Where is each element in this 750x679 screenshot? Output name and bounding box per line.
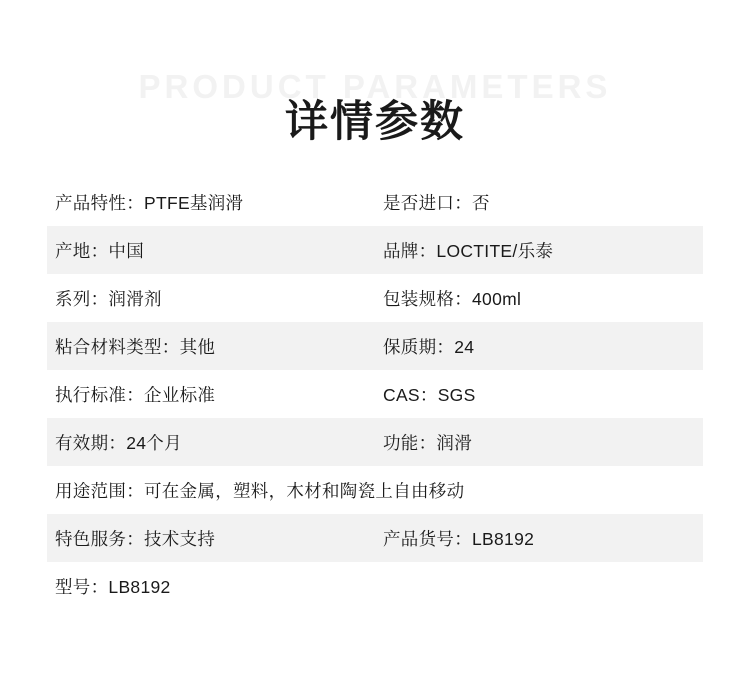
spec-cell-adhesive-material-type [47, 322, 375, 370]
spec-value: 400ml [472, 288, 522, 309]
spec-cell-model [47, 562, 703, 610]
spec-label: 功能： [383, 432, 437, 453]
spec-cell-usage-scope [47, 466, 703, 514]
spec-cell-shelf-life [375, 322, 703, 370]
spec-value: 中国 [108, 240, 145, 261]
table-row [47, 466, 703, 514]
footer-spacer [0, 610, 750, 650]
spec-value: LB8192 [108, 576, 171, 597]
spec-label: 品牌： [383, 240, 437, 261]
spec-value: PTFE基润滑 [144, 192, 244, 213]
spec-cell-product-number [375, 514, 703, 562]
table-row [47, 274, 703, 322]
spec-value: 可在金属，塑料，木材和陶瓷上自由移动 [144, 480, 465, 501]
spec-value: LOCTITE/乐泰 [436, 240, 554, 261]
spec-value: 24 [454, 336, 475, 357]
spec-cell-imported [375, 178, 703, 226]
spec-label: 包装规格： [383, 288, 472, 309]
spec-cell-origin [47, 226, 375, 274]
spec-cell-standard [47, 370, 375, 418]
spec-value: 润滑 [436, 432, 473, 453]
spec-cell-brand [375, 226, 703, 274]
spec-cell-cas [375, 370, 703, 418]
spec-value: 润滑剂 [108, 288, 162, 309]
table-row [47, 418, 703, 466]
table-row [47, 226, 703, 274]
spec-label: 保质期： [383, 336, 455, 357]
spec-cell-package-size [375, 274, 703, 322]
spec-label: 系列： [55, 288, 109, 309]
spec-label: 型号： [55, 576, 109, 597]
spec-label: 产品货号： [383, 528, 472, 549]
spec-label: 执行标准： [55, 384, 144, 405]
spec-cell-validity [47, 418, 375, 466]
table-row [47, 370, 703, 418]
spec-label: 产品特性： [55, 192, 144, 213]
table-row [47, 322, 703, 370]
spec-value: SGS [437, 384, 476, 405]
spec-value: 企业标准 [144, 384, 216, 405]
table-row [47, 178, 703, 226]
spec-cell-product-feature [47, 178, 375, 226]
spec-value: 否 [472, 192, 490, 213]
spec-value: 其他 [179, 336, 216, 357]
page-header [0, 0, 750, 178]
spec-cell-series [47, 274, 375, 322]
spec-label: 特色服务： [55, 528, 144, 549]
spec-value: 技术支持 [144, 528, 216, 549]
spec-value: LB8192 [472, 528, 535, 549]
watermark-text: PRODUCT PARAMETERS [138, 68, 612, 105]
spec-value: 24个月 [126, 432, 182, 453]
spec-cell-special-service [47, 514, 375, 562]
table-row [47, 562, 703, 610]
spec-label: 产地： [55, 240, 109, 261]
page-title: 详情参数 [285, 98, 465, 146]
specification-table [47, 178, 703, 610]
spec-label: CAS： [383, 384, 438, 405]
spec-label: 有效期： [55, 432, 127, 453]
table-row [47, 514, 703, 562]
spec-cell-function [375, 418, 703, 466]
spec-label: 是否进口： [383, 192, 472, 213]
spec-label: 用途范围： [55, 480, 144, 501]
spec-label: 粘合材料类型： [55, 336, 180, 357]
